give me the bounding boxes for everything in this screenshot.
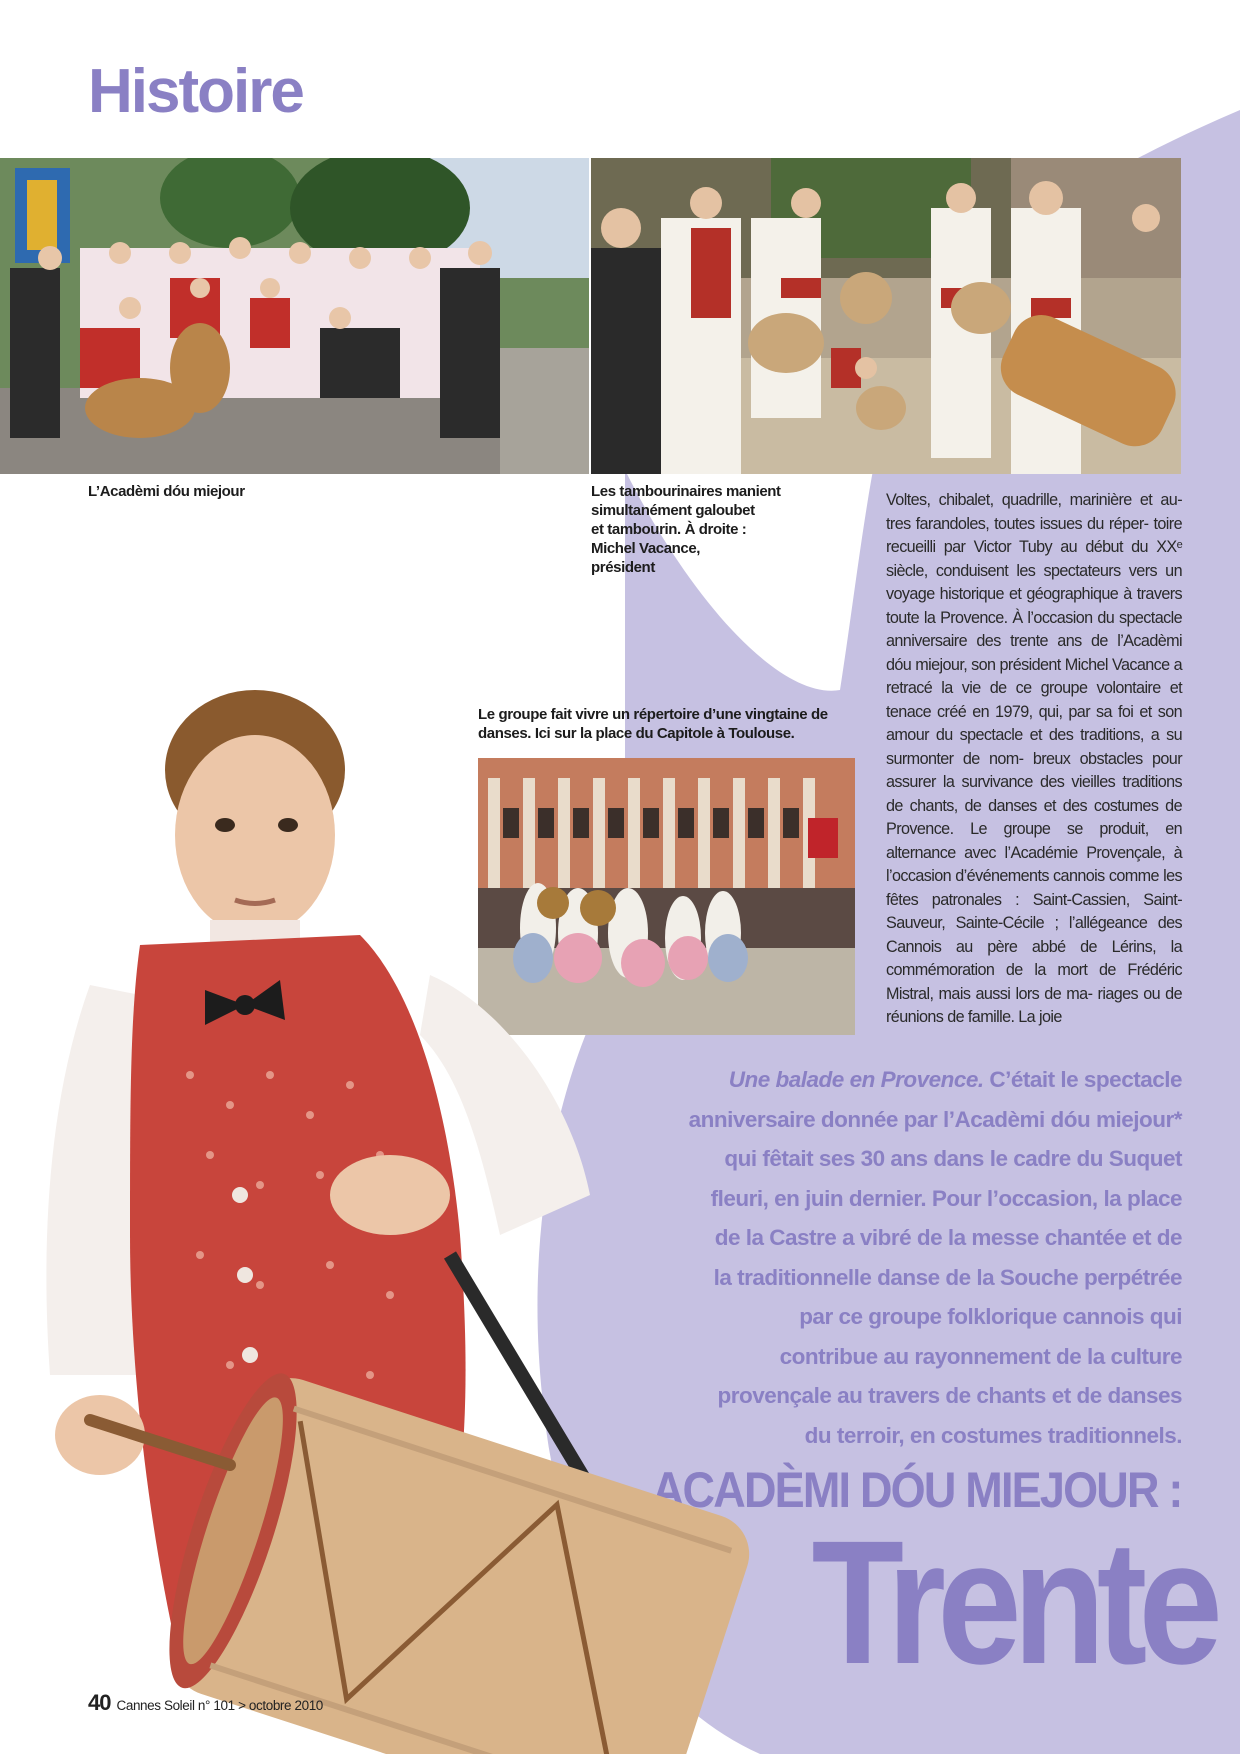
tambourinaires-photo [591,158,1181,474]
article-body-text: Voltes, chibalet, quadrille, marinière et au- tres farandoles, toutes issues du réper- toire recueilli par Victor Tuby au début du XXᵉ siècle, conduisent les spectateurs vers un voyage historique et géographique à travers toute la Provence. À l’occasion du spectacle anniversaire des trente ans de l’Acadèmi dóu miejour, son président Michel Vacance a retracé la vie de ce groupe volontaire et tenace créé en 1979, qui, par sa foi et son amour du spectacle et des traditions, a su surmonter de nom- breux obstacles pour assurer la survivance des vieilles traditions de chants, de danses et des costumes de Provence. Le groupe se produit, en alternance avec l’Académie Provençale, à l’occasion d’événements cannois comme les fêtes patronales : Saint-Cassien, Saint-Sauveur, Sainte-Cécile ; l’allégeance des Cannois au père abbé de Lérins, la commémoration de la mort de Frédéric Mistral, mais aussi lors de ma- riages ou de réunions de famille. La joie [886,491,1183,1026]
section-title: Histoire [88,57,303,126]
boy-drummer-cutout [30,675,830,1754]
page-number: 40 [88,1690,111,1715]
headline-trente: Trente [811,1505,1214,1701]
intro-lead: Une balade en Provence. [728,1067,984,1092]
page-footer [88,1690,323,1716]
caption-group-photo: L’Acadèmi dóu miejour [88,483,245,500]
magazine-issue: Cannes Soleil n° 101 > octobre 2010 [116,1698,323,1713]
headline-academi: ACADÈMI DÓU MIEJOUR : [652,1462,1182,1518]
intro-paragraph: Une balade en Provence. C’était le spectacle anniversaire donnée par l’Acadèmi dóu miejour* qui fêtait ses 30 ans dans le cadre du Suquet fleuri, en juin dernier. Pour l’occasion, la place de la Castre a vibré de la messe chantée et de la traditionnelle danse de la Souche perpétrée par ce groupe folklorique cannois qui contribue au rayonnement de la culture provençale au travers de chants et de danses du terroir, en costumes traditionnels. [688,1067,1182,1448]
caption-tambourinaires: Les tambourinaires manient simultanément galoubet et tambourin. À droite : Michel Vacance, président [591,483,781,576]
caption-capitole: Le groupe fait vivre un répertoire d’une vingtaine de danses. Ici sur la place du Capitole à Toulouse. [478,706,828,742]
group-photo [0,158,589,474]
